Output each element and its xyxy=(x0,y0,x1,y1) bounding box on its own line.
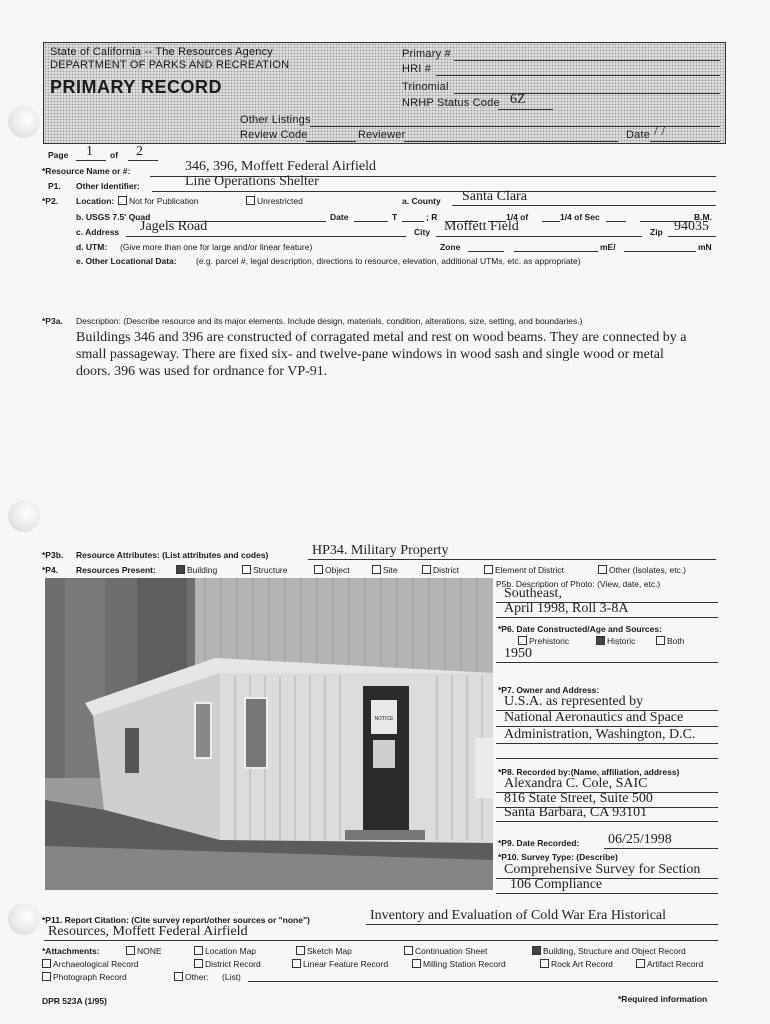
checkbox-icon xyxy=(118,196,127,205)
p4-caption: Resources Present: xyxy=(76,565,156,575)
township-label: T xyxy=(392,212,398,222)
checkbox-icon xyxy=(174,972,183,981)
description-line: small passageway. There are fixed six- and twelve-pane windows in wood sash and single wood or metal xyxy=(76,347,664,362)
county-label: a. County xyxy=(402,196,441,206)
punch-hole xyxy=(8,903,40,935)
attach-other-list: (List) xyxy=(222,972,241,982)
range-label: ; R xyxy=(426,212,438,222)
option-prehistoric: Prehistoric xyxy=(518,636,569,646)
nrhp-value: 6Z xyxy=(510,92,526,107)
checkbox-icon xyxy=(126,946,135,955)
resource-name-value: 346, 396, Moffett Federal Airfield xyxy=(185,159,377,174)
other-identifier-label: Other Identifier: xyxy=(76,181,140,191)
owner-line-2: National Aeronautics and Space xyxy=(504,710,684,725)
description-line: Buildings 346 and 396 are constructed of corragated metal and rest on wood beams. They are connected by a xyxy=(76,330,687,345)
option-both: Both xyxy=(656,636,685,646)
review-code-label: Review Code xyxy=(240,129,308,141)
other-identifier-value: Line Operations Shelter xyxy=(185,174,319,189)
p3b-value: HP34. Military Property xyxy=(312,543,449,558)
attach-archaeological: Archaeological Record xyxy=(42,959,139,969)
checkbox-icon xyxy=(42,972,51,981)
utm-label: d. UTM: xyxy=(76,242,108,252)
p4-label: *P4. xyxy=(42,565,59,575)
county-value: Santa Clara xyxy=(462,189,527,204)
mn-label: mN xyxy=(698,242,712,252)
description-text xyxy=(76,329,726,380)
p6-value: 1950 xyxy=(504,646,532,661)
p3a-caption: Description: (Describe resource and its major elements. Include design, materials, condition, alterations, size, setting, and boundaries.) xyxy=(76,316,583,326)
me-label: mE/ xyxy=(600,242,616,252)
door-sign-text: NOTICE xyxy=(374,716,394,722)
owner-line-1: U.S.A. as represented by xyxy=(504,694,644,709)
checkbox-icon xyxy=(540,959,549,968)
p3b-caption: Resource Attributes: (List attributes and codes) xyxy=(76,550,269,560)
p10-caption: *P10. Survey Type: (Describe) xyxy=(498,852,618,862)
quarter-label: 1/4 of xyxy=(506,212,529,222)
checkbox-icon xyxy=(194,946,203,955)
zip-value: 94035 xyxy=(674,219,709,234)
attach-rock-art: Rock Art Record xyxy=(540,959,613,969)
punch-hole xyxy=(8,106,40,138)
checkbox-icon xyxy=(194,959,203,968)
p11-line-1: Inventory and Evaluation of Cold War Era Historical xyxy=(370,908,667,923)
option-historic: Historic xyxy=(596,636,635,646)
photo-illustration xyxy=(45,578,493,890)
p9-value: 06/25/1998 xyxy=(608,832,672,847)
recorder-line-1: Alexandra C. Cole, SAIC xyxy=(504,776,648,791)
attach-artifact: Artifact Record xyxy=(636,959,703,969)
city-value: Moffett Field xyxy=(444,219,519,234)
checkbox-icon xyxy=(656,636,665,645)
attach-building-record: Building, Structure and Object Record xyxy=(532,946,686,956)
hri-label: HRI # xyxy=(402,63,432,75)
zip-label: Zip xyxy=(650,227,663,237)
p7-caption: *P7. Owner and Address: xyxy=(498,685,600,695)
attach-other: Other: xyxy=(174,972,209,982)
p2-label: *P2. xyxy=(42,196,59,206)
zone-label: Zone xyxy=(440,242,461,252)
date-value: / / xyxy=(654,124,666,139)
checkbox-icon xyxy=(422,565,431,574)
checkbox-icon xyxy=(412,959,421,968)
header-box xyxy=(43,42,726,144)
reviewer-label: Reviewer xyxy=(358,129,406,141)
p10-line-2: 106 Compliance xyxy=(510,877,603,892)
checkbox-icon xyxy=(246,196,255,205)
other-locational-label: e. Other Locational Data: xyxy=(76,256,177,266)
attachments-label: *Attachments: xyxy=(42,946,100,956)
other-locational-note: (e.g. parcel #, legal description, directions to resource, elevation, additional UTMs, etc. as appropriate) xyxy=(196,256,581,266)
checked-box-icon xyxy=(176,565,185,574)
form-id: DPR 523A (1/95) xyxy=(42,996,107,1006)
p1-label: P1. xyxy=(48,181,61,191)
option-element-of-district: Element of District xyxy=(484,565,564,575)
not-for-publication-option: Not for Publication xyxy=(118,196,198,206)
checked-box-icon xyxy=(596,636,605,645)
attach-continuation-sheet: Continuation Sheet xyxy=(404,946,487,956)
resource-name-label: *Resource Name or #: xyxy=(42,166,131,176)
address-label: c. Address xyxy=(76,227,120,237)
p11-line-2: Resources, Moffett Federal Airfield xyxy=(48,924,248,939)
option-structure: Structure xyxy=(242,565,288,575)
location-label: Location: xyxy=(76,196,115,206)
p5b-caption: P5b. Description of Photo: (View, date, etc.) xyxy=(496,579,661,589)
recorder-line-2: 816 State Street, Suite 500 xyxy=(504,791,653,806)
checked-box-icon xyxy=(532,946,541,955)
checkbox-icon xyxy=(484,565,493,574)
city-label: City xyxy=(414,227,431,237)
option-other: Other (Isolates, etc.) xyxy=(598,565,686,575)
checkbox-icon xyxy=(42,959,51,968)
recorder-line-3: Santa Barbara, CA 93101 xyxy=(504,805,648,820)
p9-caption: *P9. Date Recorded: xyxy=(498,838,580,848)
option-district: District xyxy=(422,565,459,575)
page-of-label: of xyxy=(110,150,119,160)
p5b-line-2: April 1998, Roll 3-8A xyxy=(504,601,629,616)
unrestricted-option: Unrestricted xyxy=(246,196,303,206)
punch-hole xyxy=(8,500,40,532)
p5b-line-1: Southeast, xyxy=(504,586,562,601)
agency-line-1: State of California -- The Resources Agency xyxy=(50,46,274,58)
page-label: Page xyxy=(48,150,69,160)
attach-sketch-map: Sketch Map xyxy=(296,946,352,956)
bm-label: B.M. xyxy=(694,212,712,222)
page-title: PRIMARY RECORD xyxy=(50,77,223,97)
attach-milling-station: Milling Station Record xyxy=(412,959,506,969)
p8-caption: *P8. Recorded by:(Name, affiliation, address) xyxy=(498,767,680,777)
other-listings-label: Other Listings xyxy=(240,114,311,126)
p11-caption: *P11. Report Citation: (Cite survey report/other sources or "none") xyxy=(42,915,310,925)
attach-district-record: District Record xyxy=(194,959,261,969)
page-number: 1 xyxy=(86,144,93,159)
address-value: Jagels Road xyxy=(140,219,208,234)
p3b-label: *P3b. xyxy=(42,550,64,560)
agency-line-2: DEPARTMENT OF PARKS AND RECREATION xyxy=(50,59,290,71)
attach-none: NONE xyxy=(126,946,162,956)
checkbox-icon xyxy=(636,959,645,968)
option-site: Site xyxy=(372,565,398,575)
checkbox-icon xyxy=(518,636,527,645)
date-label: Date xyxy=(626,129,651,141)
primary-label: Primary # xyxy=(402,48,451,60)
resource-photo xyxy=(45,578,493,890)
quarter-sec-label: 1/4 of Sec xyxy=(560,212,600,222)
checkbox-icon xyxy=(296,946,305,955)
page-total: 2 xyxy=(136,144,143,159)
checkbox-icon xyxy=(598,565,607,574)
p3a-label: *P3a. xyxy=(42,316,63,326)
p6-caption: *P6. Date Constructed/Age and Sources: xyxy=(498,624,662,634)
required-note: *Required information xyxy=(618,994,708,1004)
utm-note: (Give more than one for large and/or linear feature) xyxy=(120,242,313,252)
description-line: doors. 396 was used for ordnance for VP-91. xyxy=(76,364,328,379)
option-building: Building xyxy=(176,565,217,575)
checkbox-icon xyxy=(292,959,301,968)
nrhp-label: NRHP Status Code xyxy=(402,97,500,109)
checkbox-icon xyxy=(314,565,323,574)
attach-photograph: Photograph Record xyxy=(42,972,127,982)
usgs-quad-label: b. USGS 7.5' Quad xyxy=(76,212,151,222)
option-object: Object xyxy=(314,565,350,575)
checkbox-icon xyxy=(372,565,381,574)
usgs-date-label: Date xyxy=(330,212,349,222)
owner-line-3: Administration, Washington, D.C. xyxy=(504,727,696,742)
attach-location-map: Location Map xyxy=(194,946,256,956)
trinomial-label: Trinomial xyxy=(402,81,449,93)
checkbox-icon xyxy=(404,946,413,955)
attach-linear-feature: Linear Feature Record xyxy=(292,959,388,969)
checkbox-icon xyxy=(242,565,251,574)
p10-line-1: Comprehensive Survey for Section xyxy=(504,862,701,877)
